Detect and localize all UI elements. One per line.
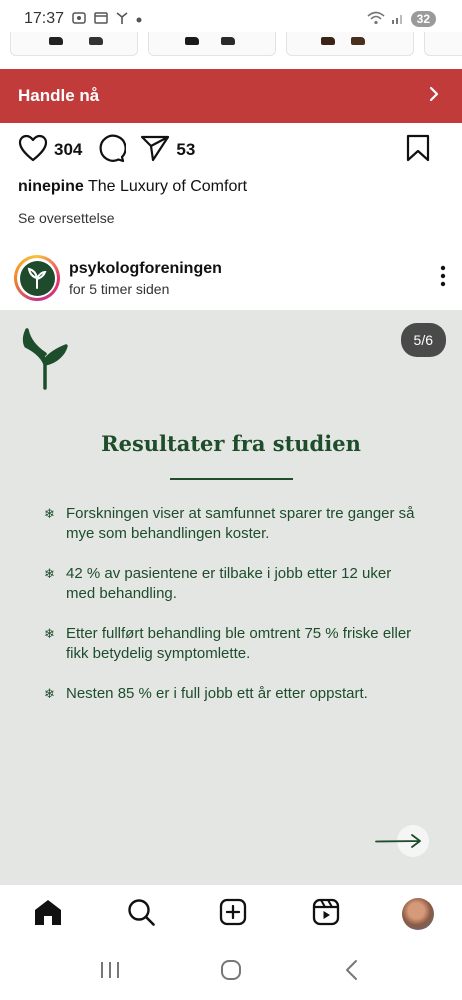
dot-icon	[136, 12, 142, 26]
product-thumbnail[interactable]	[10, 32, 138, 56]
slide-counter: 5/6	[401, 323, 446, 357]
product-thumbnail[interactable]	[148, 32, 276, 56]
post-carousel[interactable]	[0, 310, 462, 885]
story-avatar[interactable]	[14, 255, 60, 301]
send-icon	[140, 134, 170, 167]
list-item-text: Forskningen viser at samfunnet sparer tre ganger så mye som behandlingen koster.	[66, 505, 415, 542]
bottom-navigation	[0, 885, 462, 943]
nav-search[interactable]	[125, 898, 157, 930]
list-item-text: Etter fullført behandling ble omtrent 75 % friske eller fikk betydelig symptomlette.	[66, 625, 412, 662]
back-icon	[344, 959, 360, 986]
list-item	[44, 684, 424, 704]
next-slide-button[interactable]	[374, 824, 432, 863]
back-button[interactable]	[332, 952, 372, 992]
post-actions	[18, 133, 444, 167]
caption-username[interactable]: ninepine	[18, 178, 84, 195]
reels-icon	[312, 898, 340, 931]
chevron-right-icon	[428, 86, 440, 107]
signal-icon	[391, 12, 405, 27]
snowflake-bullet-icon: ❄	[44, 566, 55, 581]
status-time: 17:37	[24, 10, 65, 27]
home-button[interactable]	[211, 952, 251, 992]
list-item-text: 42 % av pasientene er tilbake i jobb etter 12 uker med behandling.	[66, 565, 392, 602]
post-username[interactable]: psykologforeningen	[69, 259, 222, 277]
snowflake-bullet-icon: ❄	[44, 626, 55, 641]
arrow-right-icon	[374, 845, 432, 862]
post-timestamp: for 5 timer siden	[69, 280, 170, 297]
shop-now-button[interactable]	[0, 69, 462, 123]
see-translation-link[interactable]: Se oversettelse	[18, 210, 115, 226]
list-item	[44, 624, 424, 664]
psykologforeningen-logo-icon	[20, 261, 55, 296]
screen-record-icon	[72, 12, 86, 27]
share-button[interactable]	[140, 134, 195, 167]
create-icon	[219, 898, 247, 931]
comment-button[interactable]	[96, 133, 126, 168]
like-button[interactable]	[18, 134, 82, 167]
recents-button[interactable]	[90, 952, 130, 992]
share-count: 53	[176, 140, 196, 159]
search-icon	[127, 898, 155, 931]
list-item	[44, 564, 424, 604]
system-navigation	[0, 944, 462, 1000]
nav-reels[interactable]	[310, 898, 342, 930]
battery-icon: 32	[411, 11, 436, 27]
shop-now-label: Handle nå	[18, 86, 100, 105]
product-strip[interactable]	[0, 36, 462, 60]
list-item	[44, 504, 424, 544]
wifi-icon	[367, 11, 385, 28]
nav-home[interactable]	[32, 898, 64, 930]
like-count: 304	[54, 140, 83, 159]
list-item-text: Nesten 85 % er i full jobb ett år etter oppstart.	[66, 685, 368, 702]
psykologforeningen-logo-icon	[18, 324, 72, 395]
save-button[interactable]	[406, 134, 430, 167]
comment-icon	[96, 133, 126, 168]
product-thumbnail[interactable]	[424, 32, 462, 56]
nav-create[interactable]	[217, 898, 249, 930]
antenna-icon	[116, 12, 128, 27]
cast-icon	[94, 12, 108, 27]
caption-text: The Luxury of Comfort	[83, 178, 248, 195]
more-vertical-icon	[440, 274, 446, 291]
bookmark-icon	[406, 134, 430, 167]
results-list	[44, 504, 424, 724]
more-options-button[interactable]	[440, 265, 446, 292]
product-thumbnail[interactable]	[286, 32, 414, 56]
home-icon	[33, 898, 63, 931]
nav-profile[interactable]	[402, 898, 434, 930]
title-divider	[170, 478, 293, 480]
profile-avatar	[402, 898, 434, 930]
slide-title: Resultater fra studien	[101, 431, 361, 456]
post-caption	[18, 178, 247, 196]
snowflake-bullet-icon: ❄	[44, 506, 55, 521]
heart-icon	[18, 134, 48, 167]
post-header	[14, 252, 450, 304]
recents-icon	[99, 960, 121, 985]
snowflake-bullet-icon: ❄	[44, 686, 55, 701]
home-circle-icon	[220, 959, 242, 986]
